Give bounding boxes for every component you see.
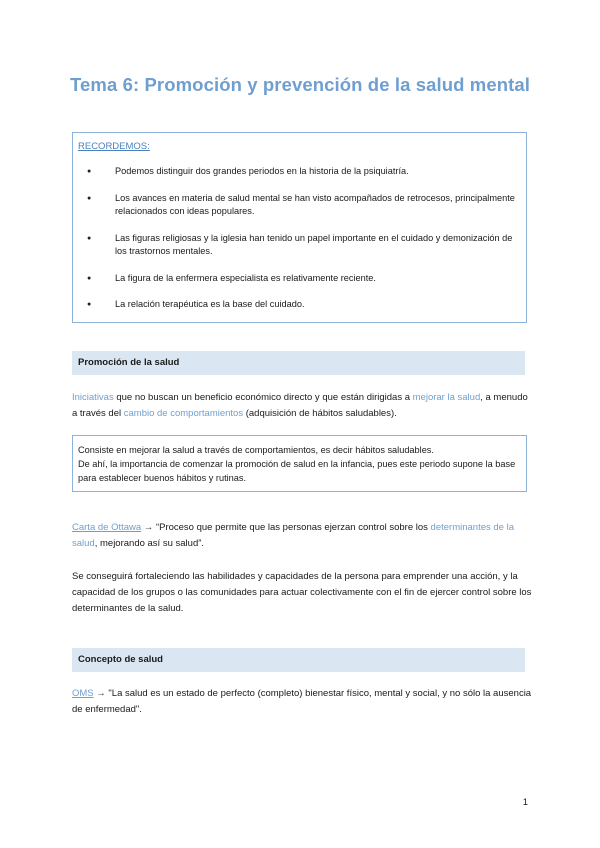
list-item: ● Los avances en materia de salud mental se han visto acompañados de retrocesos, principalmente relacionados con ideas populares.	[87, 192, 517, 219]
recordemos-label: RECORDEMOS:	[78, 141, 150, 152]
recordemos-box	[72, 132, 527, 323]
term-cambio-comportamientos: cambio de comportamientos	[123, 408, 244, 419]
oms-link[interactable]: OMS	[72, 688, 94, 699]
text-span: “Proceso que permite que las personas ejerzan control sobre los	[155, 522, 431, 533]
text-span: (adquisición de hábitos saludables).	[243, 408, 397, 419]
page-title: Tema 6: Promoción y prevención de la salud mental	[70, 74, 530, 95]
list-item: ● La relación terapéutica es la base del cuidado.	[87, 298, 517, 312]
text-span: , mejorando así su salud”.	[94, 538, 205, 549]
oms-paragraph	[72, 686, 532, 718]
term-mejorar-salud: mejorar la salud	[412, 392, 481, 403]
section-header-promocion: Promoción de la salud	[72, 351, 525, 375]
note-text	[78, 443, 518, 486]
list-item: ● La figura de la enfermera especialista es relativamente reciente.	[87, 272, 517, 286]
text-span: , a menudo a través del	[72, 392, 528, 419]
note-line-1: Consiste en mejorar la salud a través de comportamientos, es decir hábitos saludables.	[78, 445, 434, 455]
fortalecimiento-paragraph: Se conseguirá fortaleciendo las habilidades y capacidades de la persona para emprender una acción, y la capacidad de los grupos o las comunidades para actuar colectivamente con el fin de ejercer control sobre los determinantes de la salud.	[72, 571, 532, 614]
list-item: ● Podemos distinguir dos grandes periodos en la historia de la psiquiatría.	[87, 165, 517, 179]
ottawa-paragraph	[72, 520, 532, 552]
ottawa-link[interactable]: Carta de Ottawa	[72, 522, 142, 533]
text-span: "La salud es un estado de perfecto (completo) bienestar físico, mental y social, y no sólo la ausencia de enfermedad".	[72, 688, 532, 715]
promocion-note-box	[72, 435, 527, 492]
text-span: que no buscan un beneficio económico directo y que están dirigidas a	[113, 392, 413, 403]
recordemos-list	[87, 165, 517, 325]
page-number: 1	[522, 797, 528, 808]
arrow-glyph: →	[141, 522, 156, 533]
arrow-glyph: →	[93, 688, 109, 699]
promocion-definition	[72, 390, 532, 422]
note-line-2: De ahí, la importancia de comenzar la promoción de salud en la infancia, pues este periodo supone la base para establecer buenos hábitos y rutinas.	[78, 459, 516, 484]
term-iniciativas: Iniciativas	[72, 392, 114, 403]
term-determinantes: determinantes de la salud	[72, 522, 514, 549]
list-item: ● Las figuras religiosas y la iglesia han tenido un papel importante en el cuidado y demonización de los trastornos mentales.	[87, 232, 517, 259]
section-header-concepto: Concepto de salud	[72, 648, 525, 672]
